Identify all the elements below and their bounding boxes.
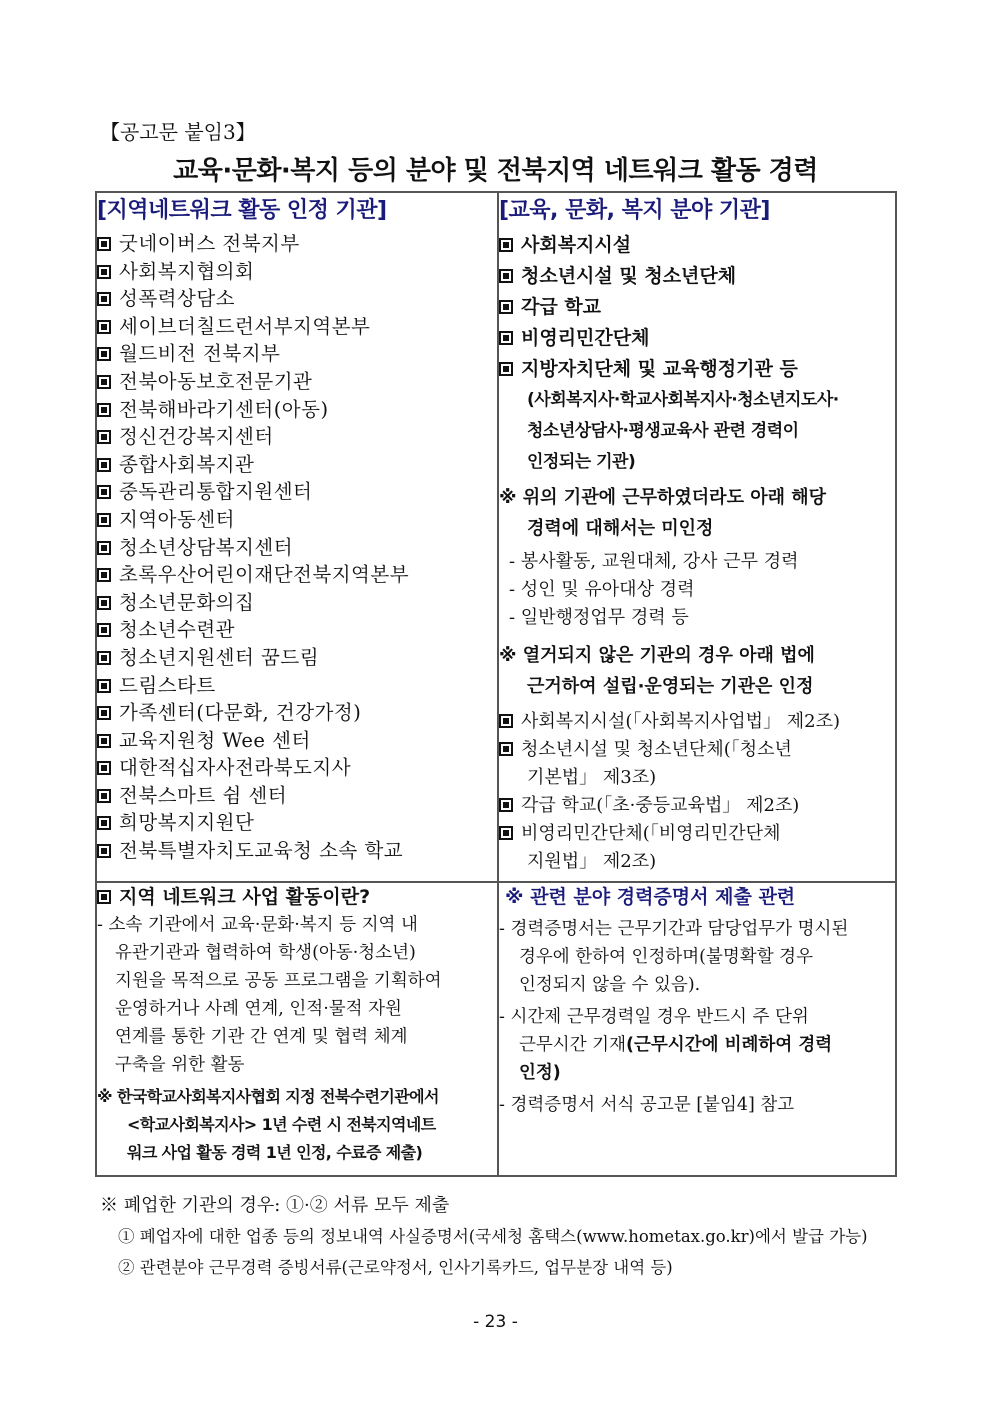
network-institution-item [97, 754, 497, 782]
p1-line: 인정되지 않을 수 있음). [519, 975, 701, 995]
network-institution-item [97, 506, 497, 534]
attachment-label: 【공고문 붙임3】 [100, 120, 256, 144]
desc-line: - 소속 기관에서 교육·문화·복지 등 지역 내 [97, 915, 418, 935]
network-institution-item [97, 258, 497, 286]
network-institution-item [97, 644, 497, 672]
square-bullet-icon [97, 651, 111, 665]
network-activity-heading-text: 지역 네트워크 사업 활동이란? [119, 886, 371, 908]
network-institution-label: 청소년수련관 [119, 618, 236, 642]
network-institution-item [97, 230, 497, 258]
network-institutions-list [97, 230, 497, 865]
square-bullet-icon [97, 623, 111, 637]
square-bullet-icon [97, 596, 111, 610]
network-institution-item [97, 616, 497, 644]
law-item-text-cont: 기본법」 제3조) [527, 767, 657, 788]
item5-detail-1: (사회복지사·학교사회복지사·청소년지도사· [527, 390, 839, 410]
square-bullet-icon [97, 265, 111, 279]
network-institution-label: 가족센터(다문화, 건강가정) [119, 701, 362, 725]
square-bullet-icon [97, 430, 111, 444]
item5-detail-2: 청소년상담사·평생교육사 관련 경력이 [527, 421, 799, 441]
exclusion-item: - 성인 및 유아대상 경력 [509, 579, 695, 600]
field-institutions-list [499, 230, 895, 385]
field-institution-label: 지방자치단체 및 교육행정기관 등 [521, 358, 798, 380]
exclusion-item: - 일반행정업무 경력 등 [509, 607, 689, 628]
law-item-text: 사회복지시설(「사회복지사업법」 제2조) [521, 711, 841, 732]
unlisted-note-line2: 근거하여 설립·운영되는 기관은 인정 [527, 676, 814, 697]
law-item-text: 청소년시설 및 청소년단체(「청소년 [521, 739, 792, 760]
field-institutions-cell [498, 192, 896, 882]
exclusion-note-line2: 경력에 대해서는 미인정 [527, 518, 714, 539]
network-institution-item [97, 809, 497, 837]
certificate-p1 [499, 915, 895, 999]
certificate-p3: - 경력증명서 서식 공고문 [붙임4] 참고 [499, 1095, 795, 1115]
network-institution-label: 청소년지원센터 꿈드림 [119, 645, 320, 669]
square-bullet-icon [97, 458, 111, 472]
exclusion-note-line1: ※ 위의 기관에 근무하였더라도 아래 해당 [499, 487, 827, 508]
network-institution-label: 지역아동센터 [119, 507, 236, 531]
network-activity-cell [96, 882, 498, 1176]
network-institutions-heading: [지역네트워크 활동 인정 기관] [97, 198, 387, 223]
p1-line: 경우에 한하여 인정하며(불명확할 경우 [519, 947, 813, 967]
field-institution-label: 각급 학교 [521, 296, 602, 318]
field-institution-item [499, 292, 895, 323]
field-institution-item [499, 230, 895, 261]
certificate-p2 [499, 1003, 895, 1087]
field-institution-item [499, 261, 895, 292]
network-institution-item [97, 340, 497, 368]
network-activity-desc [97, 911, 497, 1079]
square-bullet-icon [97, 844, 111, 858]
field-institution-label: 사회복지시설 [521, 234, 632, 256]
law-item [499, 736, 895, 792]
exclusion-note [499, 482, 895, 544]
network-institution-label: 성폭력상담소 [119, 287, 236, 311]
square-bullet-icon [97, 734, 111, 748]
field-institution-item [499, 323, 895, 354]
network-institution-item [97, 727, 497, 755]
square-bullet-icon [97, 789, 111, 803]
network-institution-label: 전북아동보호전문기관 [119, 369, 313, 393]
network-institution-item [97, 396, 497, 424]
field-institution-label: 비영리민간단체 [521, 327, 650, 349]
training-note-line: 워크 사업 활동 경력 1년 인정, 수료증 제출) [127, 1143, 423, 1162]
square-bullet-icon [499, 300, 513, 314]
footer-line: ※ 폐업한 기관의 경우: ①·② 서류 모두 제출 [100, 1195, 450, 1216]
network-institution-item [97, 837, 497, 865]
law-list [499, 708, 895, 876]
network-institution-item [97, 534, 497, 562]
square-bullet-icon [499, 742, 513, 756]
network-institutions-cell [96, 192, 498, 882]
field-institution-label: 청소년시설 및 청소년단체 [521, 265, 737, 287]
page-title: 교육·문화·복지 등의 분야 및 전북지역 네트워크 활동 경력 [173, 156, 818, 186]
square-bullet-icon [97, 320, 111, 334]
network-institution-label: 사회복지협의회 [119, 259, 255, 283]
item5-detail-3: 인정되는 기관) [527, 452, 636, 472]
p2-bold: (근무시간에 비례하여 경력 [626, 1035, 833, 1055]
square-bullet-icon [499, 798, 513, 812]
training-note-line: <학교사회복지사> 1년 수련 시 전북지역네트 [127, 1115, 436, 1134]
square-bullet-icon [97, 292, 111, 306]
certificate-cell [498, 882, 896, 1176]
law-item-text-cont: 지원법」 제2조) [527, 851, 657, 872]
network-institution-label: 월드비전 전북지부 [119, 342, 281, 366]
desc-line: 연계를 통한 기관 간 연계 및 협력 체계 [115, 1027, 408, 1047]
network-institution-item [97, 423, 497, 451]
law-item-text: 비영리민간단체(「비영리민간단체 [521, 823, 781, 844]
square-bullet-icon [499, 362, 513, 376]
law-item-text: 각급 학교(「초·중등교육법」 제2조) [521, 795, 800, 816]
network-institution-label: 초록우산어린이재단전북지역본부 [119, 563, 410, 587]
network-institution-label: 중독관리통합지원센터 [119, 480, 313, 504]
exclusion-list [499, 548, 895, 632]
certificate-heading: ※ 관련 분야 경력증명서 제출 관련 [505, 886, 796, 908]
square-bullet-icon [499, 826, 513, 840]
square-bullet-icon [97, 237, 111, 251]
square-bullet-icon [499, 269, 513, 283]
network-institution-label: 청소년상담복지센터 [119, 535, 294, 559]
desc-line: 운영하거나 사례 연계, 인적·물적 자원 [115, 999, 402, 1019]
field-institution-item [499, 354, 895, 385]
square-bullet-icon [97, 679, 111, 693]
p2-line [499, 1031, 895, 1059]
square-bullet-icon [97, 568, 111, 582]
network-institution-item [97, 368, 497, 396]
network-institution-label: 종합사회복지관 [119, 452, 255, 476]
network-institution-label: 전북스마트 쉼 센터 [119, 783, 288, 807]
network-institution-label: 정신건강복지센터 [119, 425, 274, 449]
p2-text: 근무시간 기재 [519, 1035, 626, 1055]
p2-bold-line: 인정) [519, 1063, 561, 1083]
network-institution-label: 대한적십자사전라북도지사 [119, 756, 352, 780]
square-bullet-icon [97, 706, 111, 720]
footer-line: ① 폐업자에 대한 업종 등의 정보내역 사실증명서(국세청 홈택스(www.hometax.go.kr)에서 발급 가능) [118, 1227, 868, 1246]
network-institution-item [97, 782, 497, 810]
info-table [95, 191, 897, 1177]
square-bullet-icon [97, 485, 111, 499]
network-institution-item [97, 451, 497, 479]
training-note [97, 1083, 497, 1167]
p2-line: - 시간제 근무경력일 경우 반드시 주 단위 [499, 1007, 809, 1027]
network-institution-label: 희망복지지원단 [119, 811, 255, 835]
network-institution-label: 청소년문화의집 [119, 590, 255, 614]
network-institution-label: 전북해바라기센터(아동) [119, 397, 329, 421]
network-institution-label: 세이브더칠드런서부지역본부 [119, 314, 371, 338]
network-institution-item [97, 285, 497, 313]
desc-line: 구축을 위한 활동 [115, 1055, 245, 1075]
footer-line: ② 관련분야 근무경력 증빙서류(근로약정서, 인사기록카드, 업무분장 내역 등) [118, 1258, 673, 1277]
network-institution-item [97, 313, 497, 341]
square-bullet-icon [499, 331, 513, 345]
network-institution-label: 굿네이버스 전북지부 [119, 232, 300, 255]
square-bullet-icon [97, 890, 111, 904]
square-bullet-icon [97, 541, 111, 555]
network-activity-heading [97, 883, 497, 911]
network-institution-item [97, 478, 497, 506]
unlisted-note-line1: ※ 열거되지 않은 기관의 경우 아래 법에 [499, 645, 815, 666]
page-number: - 23 - [473, 1312, 518, 1332]
network-institution-item [97, 589, 497, 617]
square-bullet-icon [97, 513, 111, 527]
square-bullet-icon [97, 761, 111, 775]
square-bullet-icon [97, 375, 111, 389]
law-item [499, 708, 895, 736]
network-institution-item [97, 699, 497, 727]
desc-line: 지원을 목적으로 공동 프로그램을 기획하여 [115, 971, 442, 991]
training-note-line: ※ 한국학교사회복지사협회 지정 전북수련기관에서 [97, 1087, 439, 1106]
network-institution-label: 전북특별자치도교육청 소속 학교 [119, 839, 404, 863]
closed-business-note [100, 1190, 868, 1283]
network-institution-item [97, 561, 497, 589]
square-bullet-icon [97, 347, 111, 361]
network-institution-item [97, 672, 497, 700]
desc-line: 유관기관과 협력하여 학생(아동·청소년) [115, 943, 416, 963]
unlisted-note [499, 640, 895, 702]
square-bullet-icon [97, 403, 111, 417]
square-bullet-icon [499, 238, 513, 252]
network-institution-label: 드림스타트 [119, 673, 216, 697]
network-institution-label: 교육지원청 Wee 센터 [119, 728, 311, 752]
law-item [499, 792, 895, 820]
p1-line: - 경력증명서는 근무기간과 담당업무가 명시된 [499, 919, 849, 939]
law-item [499, 820, 895, 876]
square-bullet-icon [499, 714, 513, 728]
exclusion-item: - 봉사활동, 교원대체, 강사 근무 경력 [509, 551, 799, 572]
field-institutions-heading: [교육, 문화, 복지 분야 기관] [499, 198, 770, 223]
square-bullet-icon [97, 816, 111, 830]
